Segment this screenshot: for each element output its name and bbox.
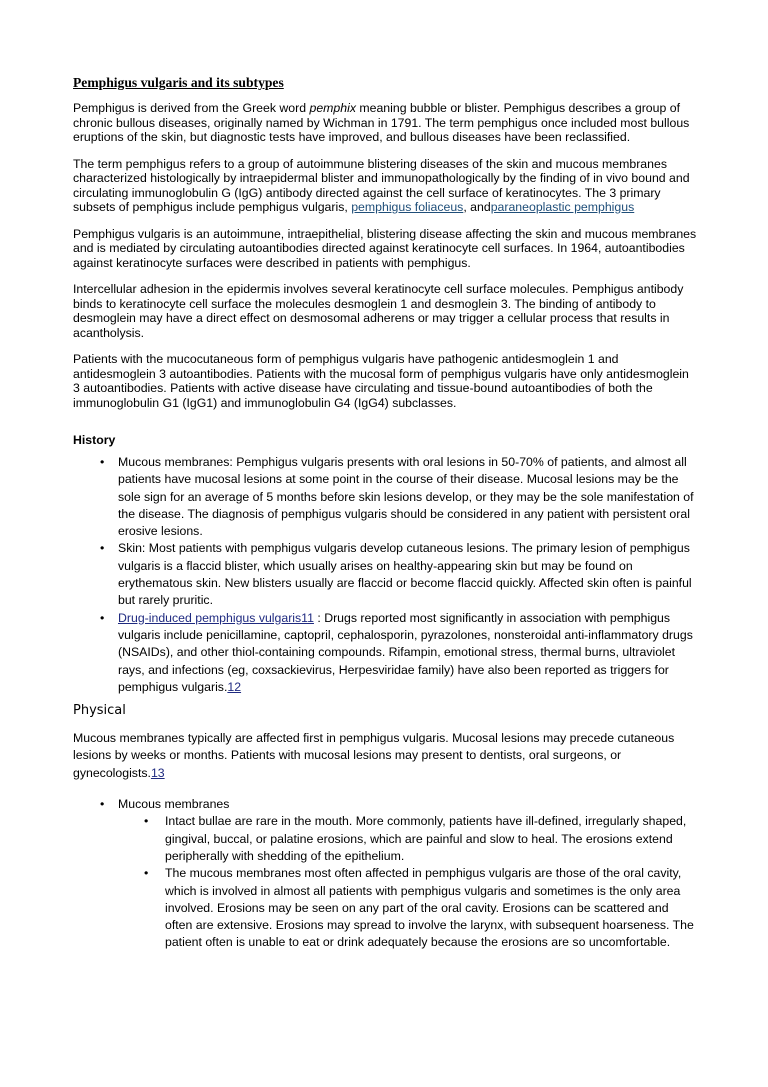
intro-text-end: meaning bubble or blister. Pemphigus describes a group of chronic bullous diseases, originally named by Wichman in 1791. The term pemphigus once included most bullous eruptions of the skin, but diagnostic tests have improved, and bullous diseases have been reclassified.	[73, 101, 690, 144]
document-title: Pemphigus vulgaris and its subtypes	[73, 75, 284, 90]
intro-text-start: Pemphigus is derived from the Greek word	[73, 101, 310, 115]
paraneoplastic-pemphigus-link[interactable]: paraneoplastic pemphigus	[490, 200, 635, 214]
bullet-icon: •	[100, 541, 105, 556]
physical-list	[73, 796, 698, 952]
list-item	[118, 865, 698, 951]
bullet-icon: •	[100, 455, 105, 469]
history-list	[73, 454, 698, 696]
list-item	[73, 796, 698, 952]
reference-13-link[interactable]: 13	[150, 765, 165, 780]
autoantibody-paragraph: Patients with the mucocutaneous form of pemphigus vulgaris have pathogenic antidesmoglein 1 and antidesmoglein 3 autoantibodies. Patients with the mucosal form of pemphigus vulgaris have only antidesmoglein 3 autoantibodies. Patients with active disease have circulating and tissue-bound autoantibodies of both the immunoglobulin G1 (IgG1) and immunoglobulin G4 (IgG4) subclasses.	[73, 352, 689, 410]
bullet-icon: •	[144, 866, 149, 881]
drug-induced-link[interactable]: Drug-induced pemphigus vulgaris11	[118, 610, 314, 625]
list-item	[73, 610, 698, 696]
reference-12-link[interactable]: 12	[227, 679, 242, 694]
history-drug-text: : Drugs reported most significantly in association with pemphigus vulgaris include penicillamine, captopril, cephalosporin, pyrazolones, nonsteroidal anti-inflammatory drugs (NSAIDs), and other thiol-containing compounds. Rifampin, emotional stress, thermal burns, ultraviolet rays, and infections (eg, coxsackievirus, Herpesviridae family) have also been reported as triggers for pemphigus vulgaris.	[118, 610, 693, 694]
bullet-icon: •	[144, 814, 149, 829]
history-skin-text: Skin: Most patients with pemphigus vulgaris develop cutaneous lesions. The primary lesion of pemphigus vulgaris is a flaccid blister, which usually arises on healthy-appearing skin but may be found on erythematous skin. New blisters usually are flaccid or become flaccid quickly. Affected skin often is painful but rarely pruritic.	[118, 541, 692, 608]
list-item	[73, 454, 698, 540]
physical-paragraph	[73, 730, 698, 782]
intro-paragraph	[73, 101, 698, 145]
subsets-text: The term pemphigus refers to a group of autoimmune blistering diseases of the skin and mucous membranes characterized histologically by intraepidermal blister and immunopathologically by the finding of in vivo bound and circulating immunoglobulin G (IgG) antibody directed against the cell surface of keratinocytes. The 3 primary subsets of pemphigus include pemphigus vulgaris,	[73, 156, 690, 214]
bullet-icon: •	[100, 797, 105, 812]
intro-emphasis: pemphix	[309, 101, 356, 115]
adhesion-paragraph: Intercellular adhesion in the epidermis involves several keratinocyte cell surface molecules. Pemphigus antibody binds to keratinocyte cell surface the molecules desmoglein 1 and desmoglein 3. The binding of antibody to desmoglein may have a direct effect on desmosomal adherens or may trigger a cellular process that results in acantholysis.	[73, 282, 684, 340]
mucous-sublist	[118, 813, 698, 951]
pemphigus-foliaceus-link[interactable]: pemphigus foliaceus	[351, 200, 464, 214]
history-mucous-text: Mucous membranes: Pemphigus vulgaris presents with oral lesions in 50-70% of patients, and almost all patients have mucosal lesions at some point in the course of their disease. Mucosal lesions may be the sole sign for an average of 5 months before skin lesions develop, or they may be the sole manifestation of the disease. The diagnosis of pemphigus vulgaris should be considered in any patient with persistent oral erosive lesions.	[118, 455, 694, 539]
list-item	[73, 540, 698, 609]
physical-heading: Physical	[73, 703, 126, 719]
mucous-membranes-label: Mucous membranes	[118, 797, 230, 812]
autoimmune-paragraph: Pemphigus vulgaris is an autoimmune, intraepithelial, blistering disease affecting the skin and mucous membranes and is mediated by circulating autoantibodies directed against keratinocyte cell surfaces. In 1964, autoantibodies against keratinocyte surfaces were described in patients with pemphigus.	[73, 226, 697, 270]
oral-cavity-text: The mucous membranes most often affected in pemphigus vulgaris are those of the oral cavity, which is involved in almost all patients with pemphigus vulgaris and sometimes is the only area involved. Erosions may be seen on any part of the oral cavity. Erosions can be scattered and often are extensive. Erosions may spread to involve the larynx, with subsequent hoarseness. The patient often is unable to eat or drink adequately because the erosions are so uncomfortable.	[165, 866, 694, 950]
list-item	[118, 813, 698, 865]
document-content	[73, 74, 698, 952]
bullet-icon: •	[100, 610, 105, 625]
subsets-separator: , and	[463, 200, 491, 214]
history-heading: History	[73, 433, 116, 447]
physical-text: Mucous membranes typically are affected first in pemphigus vulgaris. Mucosal lesions may precede cutaneous lesions by weeks or months. Patients with mucosal lesions may present to dentists, oral surgeons, or gynecologists.	[73, 731, 675, 780]
subsets-paragraph	[73, 157, 698, 215]
bullae-text: Intact bullae are rare in the mouth. More commonly, patients have ill-defined, irregularly shaped, gingival, buccal, or palatine erosions, which are painful and slow to heal. The erosions extend peripherally with shedding of the epithelium.	[165, 814, 687, 863]
